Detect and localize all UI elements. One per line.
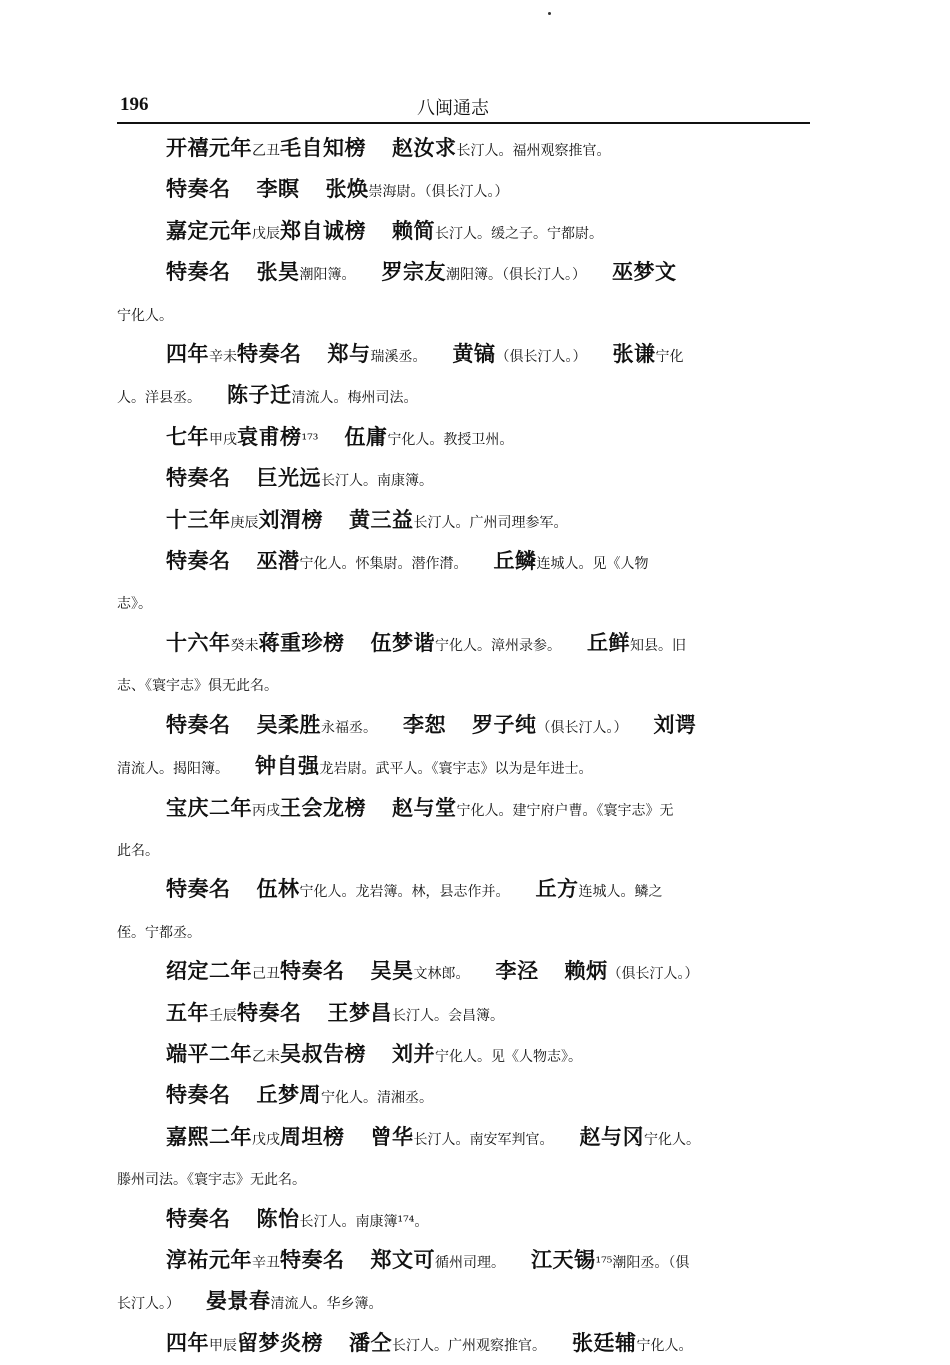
entry-text: 丘方 [535,876,579,902]
text-body [117,129,815,1365]
annotation-text: 丙戌 [252,802,280,819]
entry-text: 张廷辅 [572,1329,637,1355]
entry-text: 赖简 [392,217,435,243]
entry-text: 王梦昌 [327,999,392,1025]
text-line [117,1241,815,1282]
entry-text: 特奏名 [166,548,231,574]
entry-text: 四年 [166,341,209,367]
entry-text: 丘鳞 [493,548,537,574]
annotation-text: 龙岩尉。武平人。《寰宇志》以为是年进士。 [319,761,593,778]
entry-text: 特奏名 [166,711,231,737]
annotation-text: 乙未 [252,1048,280,1065]
text-line [117,912,815,952]
entry-text: 吴柔胜 [256,711,321,737]
entry-text: 嘉熙二年 [166,1123,252,1149]
entry-text: 李恕 [403,711,446,737]
entry-text: 吴叔告榜 [280,1040,366,1066]
entry-text: 丘鲜 [587,629,630,655]
text-line [117,295,815,335]
annotation-text: 长汀人。广州司理参军。 [413,514,568,531]
annotation-text: 宁化人。教授卫州。 [387,431,514,448]
text-line [117,665,815,705]
entry-text: 十三年 [166,506,231,532]
text-line [117,1282,815,1323]
entry-text: 刘渭榜 [258,506,323,532]
annotation-text: 壬辰 [209,1007,237,1024]
text-line [117,212,815,253]
annotation-text: 癸未 [230,637,259,654]
annotation-text: 长汀人。福州观察推官。 [456,143,611,159]
entry-text: 宝庆二年 [166,794,252,820]
text-line [117,1159,815,1199]
annotation-text: ¹⁷³ [301,431,319,448]
entry-text: 特奏名 [166,1082,231,1108]
annotation-text: 长汀人。广州观察推官。 [392,1337,546,1354]
entry-text: 十六年 [166,629,231,655]
annotation-text: 瑞溪丞。 [370,349,427,366]
annotation-text: 甲戌 [209,431,237,448]
entry-text: 巨光远 [256,465,321,491]
text-line [117,747,815,788]
entry-text: 伍庸 [344,423,388,449]
entry-text: 王会龙榜 [280,794,366,820]
entry-text: 郑自诚榜 [280,217,366,243]
annotation-text: 志、《寰宇志》俱无此名。 [117,678,278,695]
entry-text: 特奏名 [166,176,231,202]
scan-speck [548,12,551,15]
entry-text: 赖炳 [564,958,608,984]
entry-text: 张焕 [325,176,369,202]
entry-text: 留梦炎榜 [237,1329,323,1355]
entry-text: 淳祐元年 [166,1246,252,1272]
annotation-text: 侄。宁都丞。 [117,924,201,941]
annotation-text: 长汀人。南康簿。 [321,473,433,490]
annotation-text: 潮阳簿。 [299,267,356,284]
annotation-text: 戊戌 [252,1131,280,1148]
annotation-text: 长汀人。缓之子。宁都尉。 [435,225,603,242]
entry-text: 特奏名 [166,465,231,491]
annotation-text: 长汀人。南康簿¹⁷⁴。 [299,1213,429,1230]
entry-text: 特奏名 [166,1205,231,1231]
entry-text: 毛自知榜 [280,135,366,160]
annotation-text: 永福丞。 [321,719,377,736]
entry-text: 潘仝 [349,1329,392,1355]
annotation-text: 清流人。揭阳簿。 [117,761,229,778]
text-line [117,170,815,211]
entry-text: 李泾 [495,958,539,984]
entry-text: 赵与堂 [392,794,457,820]
entry-text: 巫潜 [256,548,300,574]
entry-text: 袁甫榜 [237,423,302,449]
text-line [117,870,815,911]
text-line [117,1118,815,1159]
annotation-text: （俱长汀人。） [607,966,699,983]
entry-text: 黄三益 [349,506,414,532]
entry-text: 罗子纯 [472,711,537,737]
text-line [117,253,815,294]
text-line [117,1324,815,1365]
book-title: 八闽通志 [417,98,489,119]
entry-text: 端平二年 [166,1040,252,1066]
entry-text: 江天锡 [531,1246,596,1272]
annotation-text: 潮阳簿。（俱长汀人。） [446,267,586,284]
annotation-text: 宁化人。 [636,1337,693,1354]
annotation-text: 宁化人。怀集尉。潜作潸。 [299,556,468,573]
annotation-text: （俱长汀人。） [536,719,628,736]
entry-text: 七年 [166,423,209,449]
entry-text: 陈子迁 [227,382,292,408]
text-line [117,952,815,993]
entry-text: 郑与 [327,341,371,367]
entry-text: 五年 [166,999,209,1025]
annotation-text: 乙丑 [252,143,280,159]
entry-text: 特奏名 [237,999,302,1025]
annotation-text: 此名。 [117,842,159,859]
annotation-text: 长汀人。） [117,1296,180,1313]
entry-text: 特奏名 [166,259,231,285]
annotation-text: 戊辰 [252,225,280,242]
page-number: 196 [120,94,149,115]
entry-text: 嘉定元年 [166,217,252,243]
annotation-text: 文林郎。 [413,966,470,983]
text-line [117,789,815,830]
entry-text: 伍林 [256,876,300,902]
annotation-text: 宁化人。龙岩簿。林，县志作并。 [299,884,510,901]
annotation-text: 宁化人。见《人物志》。 [435,1048,582,1065]
annotation-text: 宁化 [655,349,684,366]
text-line [117,542,815,583]
annotation-text: 人。洋县丞。 [117,390,201,407]
annotation-text: 宁化人。建宁府户曹。《寰宇志》无 [456,802,674,819]
annotation-text: ¹⁷⁵潮阳丞。（俱 [595,1254,690,1271]
annotation-text: 清流人。华乡簿。 [270,1296,383,1313]
entry-text: 特奏名 [237,341,302,367]
text-line [117,583,815,623]
text-line [117,418,815,459]
entry-text: 李瞑 [256,176,300,202]
entry-text: 刘并 [392,1040,435,1066]
entry-text: 四年 [166,1329,209,1355]
annotation-text: 宁化人。漳州录参。 [435,637,561,654]
text-line [117,1076,815,1117]
entry-text: 赵汝求 [392,135,457,160]
entry-text: 郑文可 [370,1246,435,1272]
annotation-text: （俱长汀人。） [495,349,587,366]
entry-text: 钟自强 [255,753,320,779]
entry-text: 特奏名 [280,958,345,984]
text-line [117,706,815,747]
entry-text: 蒋重珍榜 [258,629,345,655]
annotation-text: 辛丑 [252,1254,280,1271]
entry-text: 张昊 [256,259,300,285]
page-header [117,94,810,124]
annotation-text: 长汀人。会昌簿。 [392,1007,504,1024]
entry-text: 黄镐 [452,341,496,367]
text-line [117,994,815,1035]
text-line [117,1035,815,1076]
text-line [117,129,815,170]
annotation-text: 宁化人。 [644,1131,700,1148]
annotation-text: 甲辰 [209,1337,237,1354]
entry-text: 特奏名 [166,876,231,902]
entry-text: 周坦榜 [280,1123,345,1149]
entry-text: 刘谔 [653,711,697,737]
annotation-text: 滕州司法。《寰宇志》无此名。 [117,1172,306,1189]
entry-text: 张谦 [612,341,656,367]
annotation-text: 庚辰 [230,514,259,531]
annotation-text: 己丑 [252,966,280,983]
text-line [117,459,815,500]
annotation-text: 连城人。鳞之 [578,884,663,901]
annotation-text: 辛未 [209,349,237,366]
entry-text: 赵与冈 [579,1123,644,1149]
entry-text: 曾华 [370,1123,414,1149]
annotation-text: 知县。旧 [630,637,686,654]
entry-text: 特奏名 [280,1246,345,1272]
text-line [117,830,815,870]
entry-text: 晏景春 [206,1288,271,1314]
annotation-text: 宁化人。 [117,307,173,324]
entry-text: 罗宗友 [381,259,446,285]
annotation-text: 循州司理。 [435,1254,505,1271]
annotation-text: 清流人。梅州司法。 [291,390,418,407]
text-line [117,624,815,665]
text-line [117,1200,815,1241]
text-line [117,335,815,376]
annotation-text: 连城人。见《人物 [536,556,649,573]
entry-text: 伍梦谐 [370,629,435,655]
entry-text: 陈怡 [256,1205,300,1231]
entry-text: 吴昊 [370,958,414,984]
entry-text: 丘梦周 [256,1082,321,1108]
annotation-text: 宁化人。清湘丞。 [321,1090,433,1107]
annotation-text: 长汀人。南安军判官。 [413,1131,554,1148]
entry-text: 开禧元年 [166,135,252,160]
entry-text: 巫梦文 [612,259,677,285]
annotation-text: 志》。 [117,596,152,613]
entry-text: 绍定二年 [166,958,252,984]
annotation-text: 崇海尉。（俱长汀人。） [368,184,509,201]
text-line [117,376,815,417]
text-line [117,501,815,542]
